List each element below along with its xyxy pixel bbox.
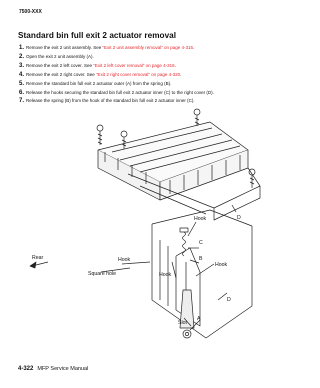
callout-b: B: [199, 256, 203, 262]
step-number: 7.: [19, 98, 25, 105]
screw-icon: [194, 109, 200, 126]
step-text: Release the spring (B) from the hook of the standard bin full exit 2 actuator inner (C).: [26, 98, 195, 104]
cross-reference-link[interactable]: “Exit 2 unit assembly removal” on page 4-315: [102, 45, 194, 50]
step-text: Release the hooks securing the standard bin full exit 2 actuator inner (C) to the right cover (D).: [26, 89, 214, 95]
callout-rear: Rear: [32, 255, 44, 261]
step-text: Remove the exit 2 unit assembly. See: [26, 45, 102, 50]
step-number: 4.: [19, 71, 25, 78]
step-number: 3.: [19, 62, 25, 69]
page-title: Standard bin full exit 2 actuator removal: [18, 31, 177, 40]
callout-hook-right: Hook: [215, 262, 228, 268]
screw-icon: [97, 125, 103, 145]
step-text: Open the exit 2 unit assembly (A).: [26, 53, 94, 59]
page-footer: [18, 366, 88, 372]
step-text-end: .: [174, 62, 176, 68]
step-text: Remove the exit 2 right cover. See: [26, 71, 95, 77]
callout-slot: Slot: [178, 320, 187, 326]
manual-name: MFP Service Manual: [37, 366, 89, 372]
rear-arrow-icon: [30, 262, 48, 268]
screw-icon: [249, 169, 255, 188]
callout-d-lower: D: [227, 297, 231, 303]
step-number: 2.: [19, 53, 25, 60]
callout-c: C: [199, 240, 203, 246]
step-text-end: .: [193, 45, 195, 50]
page-number: 4-322: [18, 366, 34, 372]
step-text: Remove the standard bin full exit 2 actuator outer (A) from the spring (B).: [26, 80, 172, 86]
cross-reference-link[interactable]: “Exit 2 right cover removal” on page 4-320: [96, 71, 181, 77]
step-text: Remove the exit 2 left cover. See: [26, 62, 93, 68]
cross-reference-link[interactable]: “Exit 2 left cover removal” on page 4-316: [93, 62, 175, 68]
callout-hook-left: Hook: [159, 272, 172, 278]
callout-a: A: [197, 316, 201, 322]
callout-hook-center: Hook: [118, 257, 131, 263]
callout-d-upper: D: [237, 215, 241, 221]
step-number: 6.: [19, 89, 25, 96]
document-code: 7500-XXX: [19, 9, 42, 15]
step-text-end: .: [180, 71, 182, 77]
step-number: 1.: [19, 45, 25, 51]
step-number: 5.: [19, 80, 25, 87]
callout-hook-top: Hook: [194, 216, 207, 222]
callout-square-hole: Square hole: [88, 271, 116, 277]
